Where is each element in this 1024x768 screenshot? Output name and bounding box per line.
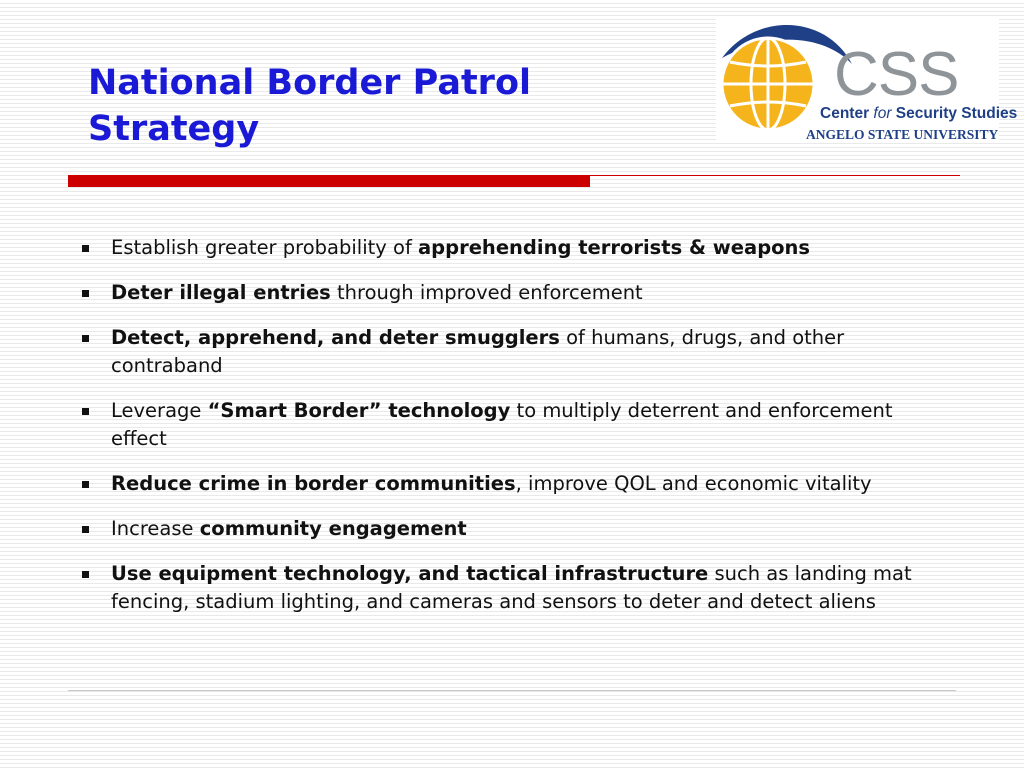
bullet-item [78,324,928,380]
bullet-text: , improve QOL and economic vitality [515,472,872,495]
bullet-item [78,279,928,307]
logo-abbrev: CSS [834,40,959,109]
bullet-text: Leverage [111,399,208,422]
square-bullet-icon [82,481,89,488]
title-underline-thick [68,175,590,187]
logo-line-1-for: for [873,105,892,122]
bullet-emphasis-text: Reduce crime in border communities [111,472,516,495]
bullet-text: Establish greater probability of [111,236,419,259]
bullet-emphasis-text: “Smart Border” technology [207,399,511,422]
slide-title-line-2: Strategy [88,109,260,149]
slide-title-line-1: National Border Patrol [88,63,531,103]
bullet-emphasis-text: Detect, apprehend, and deter smugglers [111,326,560,349]
bullet-list [78,234,928,633]
svg-text:Center for Security Studies [820,105,1017,122]
bullet-text: such as landing mat fencing, stadium lighting, and cameras and sensors to deter and detect aliens [111,562,912,613]
bullet-emphasis-text: Use equipment technology, and tactical infrastructure [111,562,709,585]
globe-icon [722,38,814,130]
square-bullet-icon [82,290,89,297]
bullet-emphasis-text: apprehending terrorists & weapons [418,236,811,259]
logo-line-1-center: Center [820,105,874,122]
slide-title [88,60,648,152]
bullet-emphasis-text: Deter illegal entries [111,281,331,304]
bullet-text: of humans, drugs, and other contraband [111,326,845,377]
bullet-text: through improved enforcement [330,281,643,304]
logo-line-2: ANGELO STATE UNIVERSITY [806,127,999,142]
bullet-item [78,397,928,453]
square-bullet-icon [82,245,89,252]
bullet-item [78,234,928,262]
title-underline-thin [590,175,960,176]
square-bullet-icon [82,408,89,415]
square-bullet-icon [82,526,89,533]
bullet-text: to multiply deterrent and enforcement effect [111,399,893,450]
bullet-item [78,515,928,543]
bullet-item [78,470,928,498]
square-bullet-icon [82,571,89,578]
square-bullet-icon [82,335,89,342]
footer-divider [68,690,956,691]
bullet-emphasis-text: community engagement [199,517,467,540]
bullet-item [78,560,928,616]
bullet-text: Increase [111,517,200,540]
logo-line-1-rest: Security Studies [891,105,1018,122]
css-logo [716,18,1018,142]
